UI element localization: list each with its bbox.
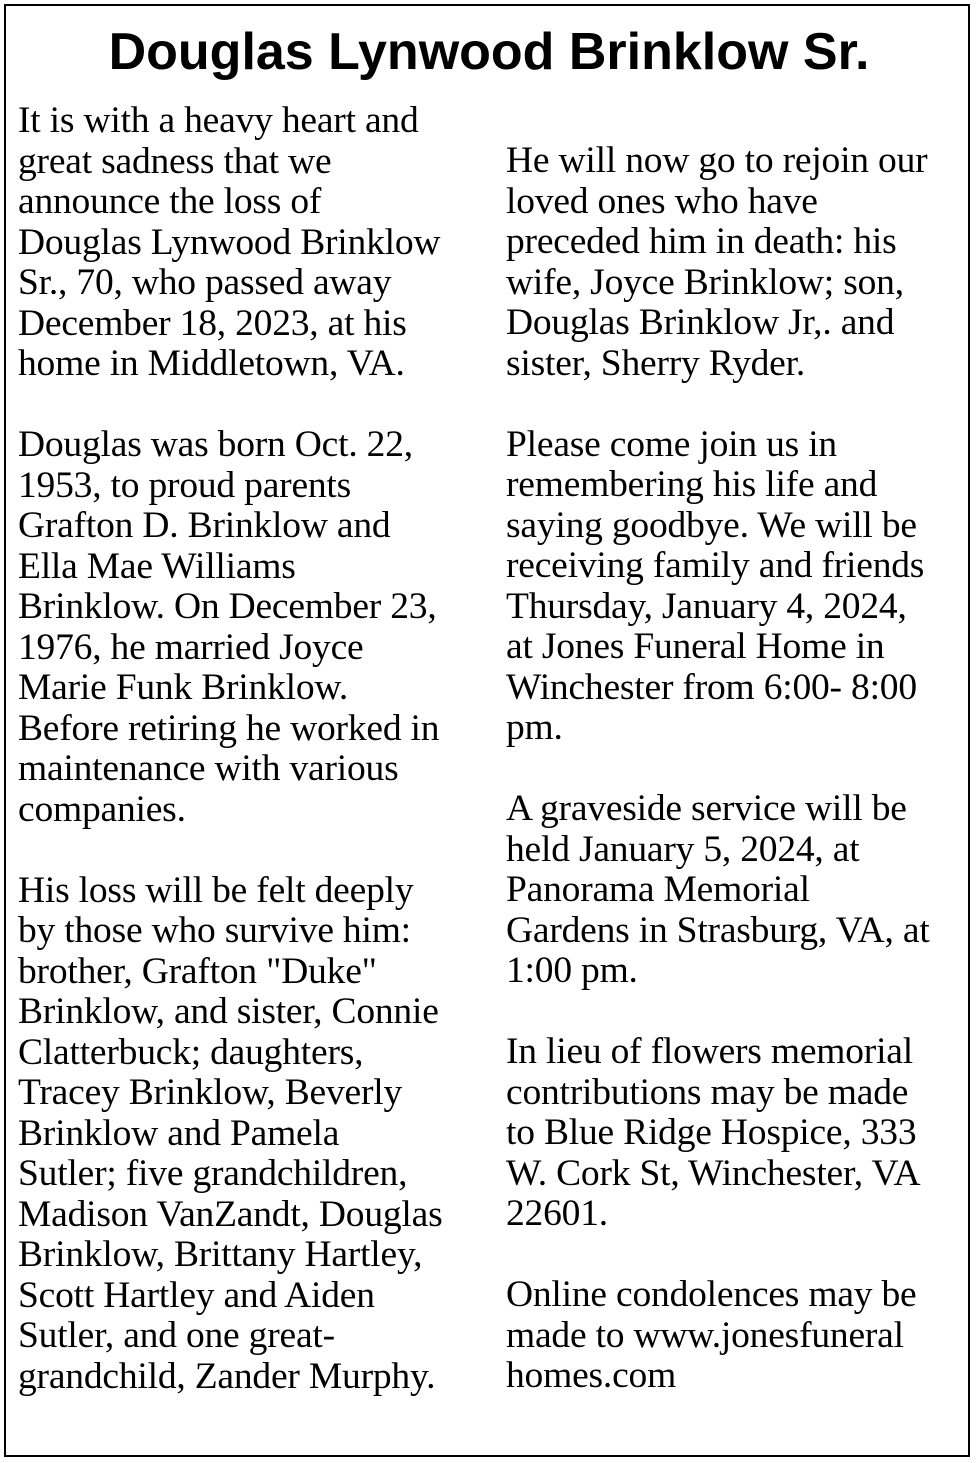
paragraph-line: W. Cork St, Winchester, VA [506, 1152, 921, 1194]
paragraph-line: A graveside service will be [506, 788, 907, 829]
paragraph-line: Before retiring he worked in [18, 707, 440, 749]
right-paragraph-4 [506, 1032, 968, 1235]
paragraph-line: home in Middletown, VA. [18, 343, 405, 384]
paragraph-line: Online condolences may be [506, 1274, 917, 1315]
paragraph-line: His loss will be felt deeply [18, 869, 414, 911]
right-paragraph-3 [506, 789, 968, 992]
paragraph-line: Thursday, January 4, 2024, [506, 585, 907, 627]
paragraph-line: by those who survive him: [18, 910, 411, 951]
paragraph-line: In lieu of flowers memorial [506, 1031, 913, 1072]
paragraph-line: remembering his life and [506, 464, 878, 505]
obituary-frame [4, 4, 970, 1457]
paragraph-line: Brinklow and Pamela [18, 1112, 340, 1154]
paragraph-line: Brinklow. On December 23, [18, 586, 437, 627]
paragraph-line: Ella Mae Williams [18, 545, 296, 587]
paragraph-line: He will now go to rejoin our [506, 140, 928, 181]
paragraph-line: Sr., 70, who passed away [18, 262, 392, 303]
paragraph-line: 22601. [506, 1193, 608, 1234]
paragraph-line: December 18, 2023, at his [18, 302, 407, 344]
paragraph-line: preceded him in death: his [506, 221, 897, 262]
paragraph-line: Douglas Lynwood Brinklow [18, 221, 441, 263]
paragraph-line: Sutler; five grandchildren, [18, 1153, 408, 1194]
paragraph-line: maintenance with various [18, 748, 399, 789]
paragraph-line: Gardens in Strasburg, VA, at [506, 909, 930, 951]
paragraph-line: Tracey Brinklow, Beverly [18, 1072, 403, 1113]
left-paragraph-2 [18, 425, 488, 830]
paragraph-line: pm. [506, 707, 563, 748]
left-column [18, 101, 488, 1438]
paragraph-line: to Blue Ridge Hospice, 333 [506, 1112, 917, 1153]
right-column [506, 141, 968, 1437]
paragraph-line: homes.com [506, 1355, 677, 1396]
paragraph-line: sister, Sherry Ryder. [506, 342, 806, 384]
left-paragraph-3 [18, 871, 488, 1398]
paragraph-line: great sadness that we [18, 140, 332, 182]
paragraph-line: Marie Funk Brinklow. [18, 667, 349, 708]
paragraph-line: Scott Hartley and Aiden [18, 1274, 375, 1316]
paragraph-line: Winchester from 6:00- 8:00 [506, 666, 917, 708]
paragraph-line: Douglas Brinklow Jr,. and [506, 302, 895, 343]
paragraph-line: Please come join us in [506, 423, 837, 465]
right-paragraph-2 [506, 425, 968, 749]
paragraph-line: Panorama Memorial [506, 869, 810, 910]
paragraph-line: It is with a heavy heart and [18, 100, 419, 141]
paragraph-line: made to www.jonesfuneral [506, 1314, 904, 1356]
paragraph-line: 1976, he married Joyce [18, 626, 364, 668]
paragraph-line: loved ones who have [506, 180, 818, 222]
paragraph-line: saying goodbye. We will be [506, 504, 917, 546]
paragraph-line: Brinklow, and sister, Connie [18, 991, 439, 1032]
paragraph-line: Madison VanZandt, Douglas [18, 1193, 443, 1235]
paragraph-line: Clatterbuck; daughters, [18, 1031, 364, 1073]
paragraph-line: brother, Grafton "Duke" [18, 950, 377, 992]
paragraph-line: held January 5, 2024, at [506, 828, 860, 870]
paragraph-line: companies. [18, 788, 186, 830]
paragraph-line: 1953, to proud parents [18, 464, 352, 506]
paragraph-line: Brinklow, Brittany Hartley, [18, 1234, 423, 1275]
paragraph-line: wife, Joyce Brinklow; son, [506, 261, 904, 303]
paragraph-line: contributions may be made [506, 1071, 909, 1113]
right-paragraph-1 [506, 141, 968, 384]
paragraph-line: 1:00 pm. [506, 950, 638, 991]
paragraph-line: Sutler, and one great- [18, 1315, 335, 1356]
paragraph-line: at Jones Funeral Home in [506, 626, 885, 667]
paragraph-line: Grafton D. Brinklow and [18, 505, 391, 546]
paragraph-line: announce the loss of [18, 181, 322, 222]
obituary-title: Douglas Lynwood Brinklow Sr. [108, 23, 870, 81]
right-paragraph-5 [506, 1275, 968, 1397]
paragraph-line: receiving family and friends [506, 545, 925, 586]
paragraph-line: Douglas was born Oct. 22, [18, 424, 413, 465]
left-paragraph-1 [18, 101, 488, 385]
paragraph-line: grandchild, Zander Murphy. [18, 1355, 436, 1397]
